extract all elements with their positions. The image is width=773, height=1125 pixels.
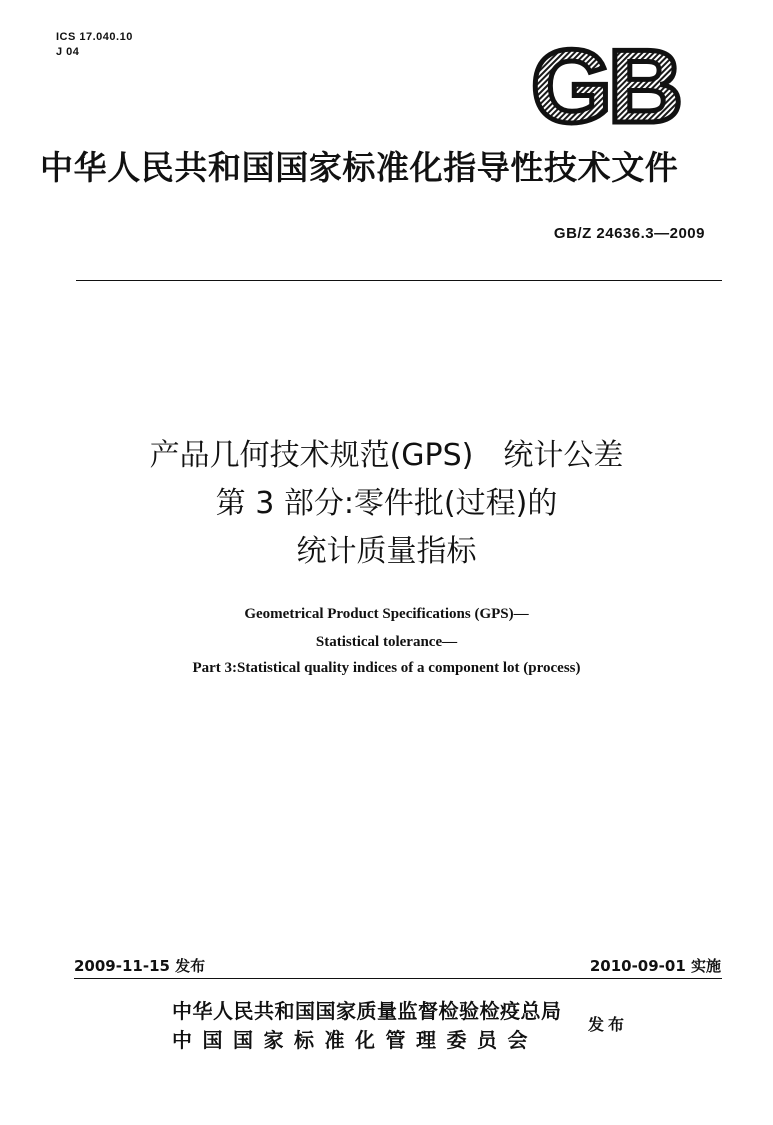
standard-number: GB/Z 24636.3—2009 [553,225,705,242]
chinese-title-line-3: 统计质量指标 [296,534,477,569]
english-title-line-3: Part 3:Statistical quality indices of a component lot (process) [192,660,581,676]
gb-logo [520,38,690,130]
issue-date: 2009-11-15 发布 [74,957,206,975]
publish-label: 发布 [588,1015,629,1034]
implementation-date: 2010-09-01 实施 [589,957,721,975]
ics-code: ICS 17.040.10 [56,31,133,43]
publisher-sac: 中国国家标准化管理委员会 [172,1028,538,1052]
classification-code: J 04 [56,46,80,58]
document-type: 中华人民共和国国家标准化指导性技术文件 [40,148,679,187]
svg-text:GB: GB [531,38,679,130]
english-title-line-1: Geometrical Product Specifications (GPS)— [244,606,529,622]
publisher-aqsiq: 中华人民共和国国家质量监督检验检疫总局 [172,999,562,1023]
english-title-line-2: Statistical tolerance— [315,634,458,650]
chinese-title-line-1: 产品几何技术规范(GPS) 统计公差 [149,438,624,473]
chinese-title-line-2: 第 3 部分:零件批(过程)的 [215,486,558,521]
header-divider [76,280,722,281]
footer-divider [74,978,722,979]
